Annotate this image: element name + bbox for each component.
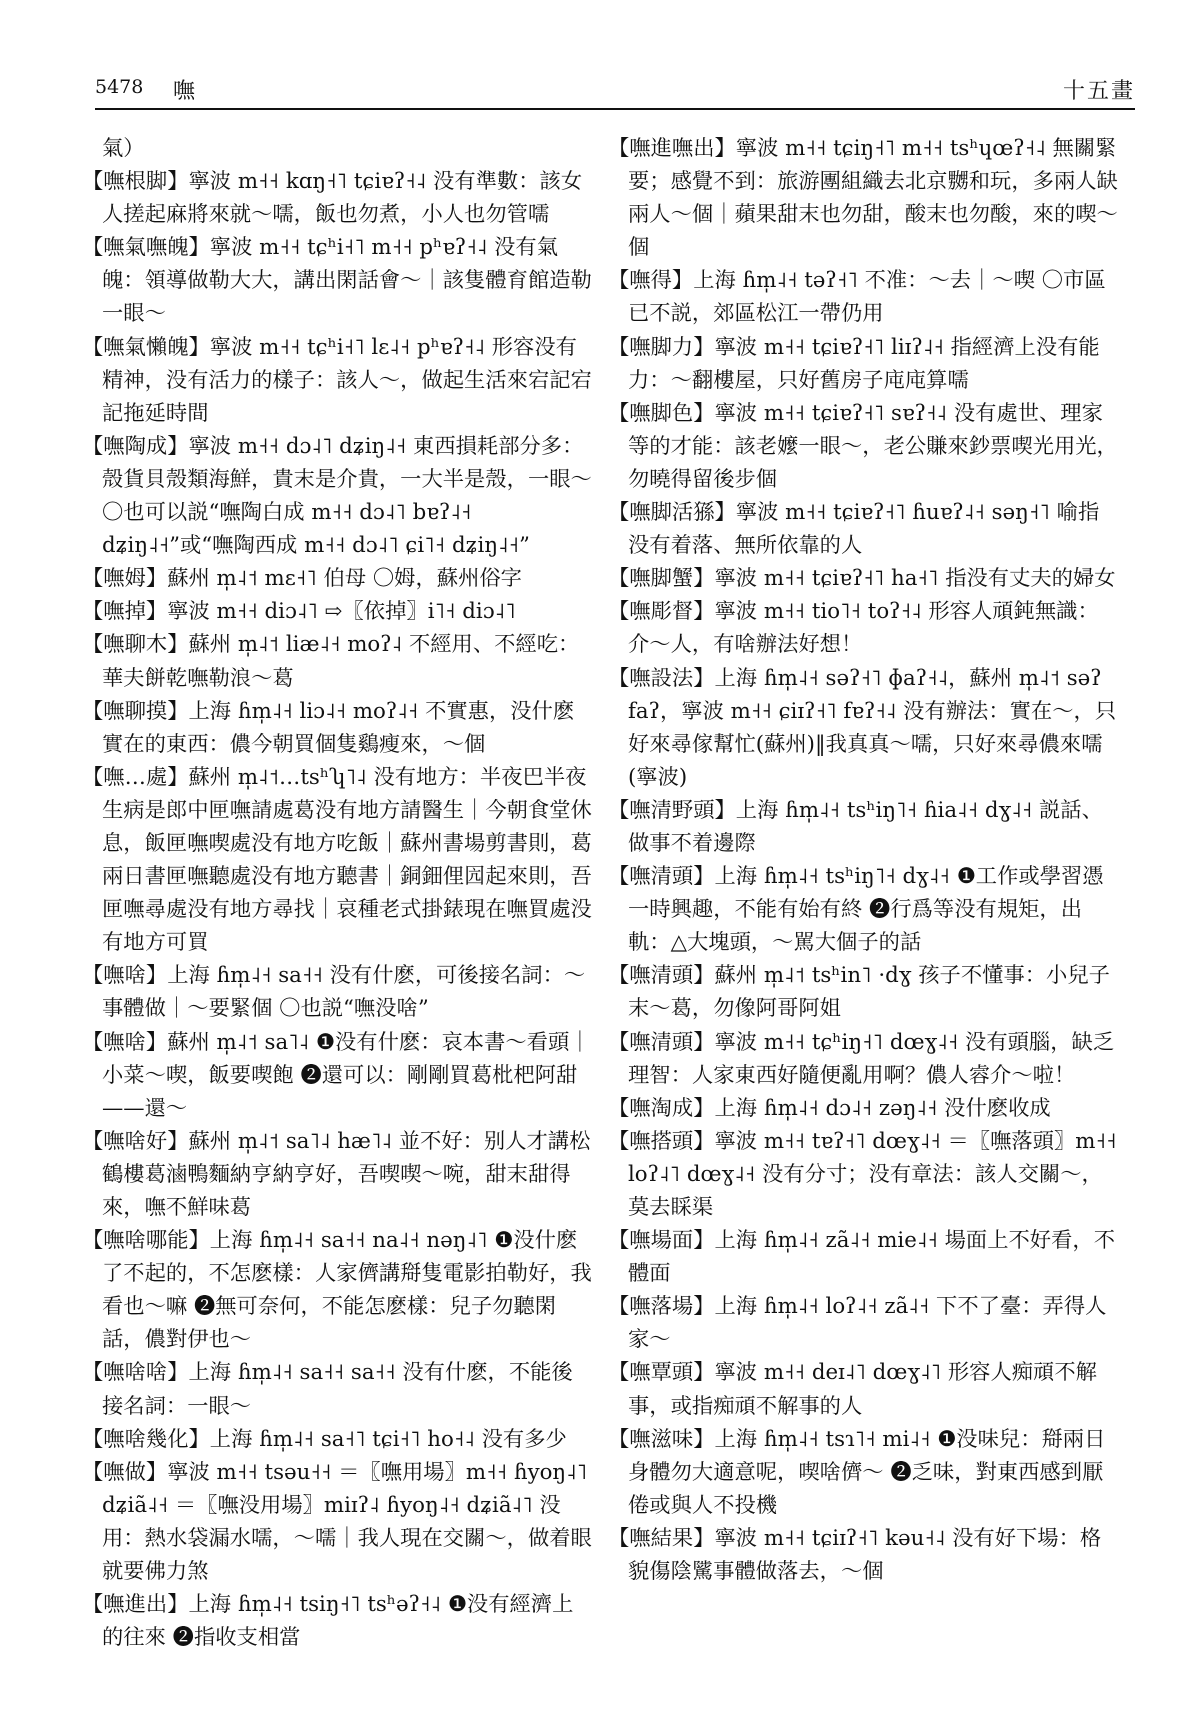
dictionary-entry: 【嘸啥哪能】上海 ɦm̩˨˧ sa˧˧ na˨˧ nəŋ˨˥ ❶没什麽了不起的，不怎麽樣：人家儕講搿隻電影拍勒好，我看也～嘛 ❷無可奈何，不能怎麽樣：兒子勿聽閑話，儂對伊也～: [82, 1228, 592, 1353]
dictionary-entry: 【嘸聊木】蘇州 m̩˨˦ liæ˨˧ moʔ˨ 不經用、不經吃：華夫餅乾嘸勒浪～葛: [82, 632, 580, 691]
dictionary-entry: 【嘸啥】蘇州 m̩˨˦ sa˥˨ ❶没有什麽：哀本書～看頭｜小菜～喫，飯要喫飽 ❷還可以：剛剛買葛枇杷阿甜——還～: [82, 1029, 591, 1121]
dictionary-entry: 【嘸氣懶魄】寧波 m˧˧ tɕʰi˧˥ lɛ˨˧ pʰɐʔ˧˨ 形容没有精神，没有活力的樣子：該人～，做起生活來宕記宕記拖延時間: [82, 334, 592, 426]
dictionary-entry: 【嘸脚活猻】寧波 m˧˧ tɕiɐʔ˧˥ ɦuɐʔ˨˧ səŋ˧˥ 喻指没有着落、無所依靠的人: [608, 500, 1100, 559]
dictionary-entry: 【嘸設法】上海 ɦm̩˨˧ səʔ˧˥ ɸaʔ˧˨，蘇州 m̩˨˦ səʔ faʔ，寧波 m˧˧ ɕiɪʔ˧˥ fɐʔ˧˨ 没有辦法：實在～，只好來尋傢幫忙(蘇州)‖我真真～嚅，只好來尋儂來嚅(寧波): [608, 665, 1117, 790]
dictionary-entry: 【嘸根脚】寧波 m˧˧ kɑŋ˧˥ tɕiɐʔ˧˨ 没有準數：該女人搓起麻將來就～嚅，飯也勿煮，小人也勿管嚅: [82, 169, 583, 228]
dictionary-entry: 【嘸搭頭】寧波 m˧˧ tɐʔ˧˥ dœɣ˨˧ ＝〖嘸落頭〗m˧˧ loʔ˨˥ dœɣ˨˧ 没有分寸；没有章法：該人交關～，莫去睬渠: [608, 1128, 1117, 1220]
dictionary-entry: 【嘸脚蟹】寧波 m˧˧ tɕiɐʔ˧˥ ha˧˥ 指没有丈夫的婦女: [608, 566, 1116, 592]
dictionary-entry: 【嘸啥啥】上海 ɦm̩˨˧ sa˧˧ sa˧˧ 没有什麽，不能後接名詞：一眼～: [82, 1360, 573, 1419]
dictionary-entry: 氣）: [102, 136, 145, 161]
dictionary-entry: 【嘸場面】上海 ɦm̩˨˧ zã˨˧ mie˨˧ 場面上不好看，不體面: [608, 1228, 1115, 1287]
dictionary-entry: 【嘸啥】上海 ɦm̩˨˧ sa˧˧ 没有什麽，可後接名詞：～事體做｜～要緊個 〇也説“嘸没啥”: [82, 963, 586, 1022]
dictionary-entry: 【嘸氣嘸魄】寧波 m˧˧ tɕʰi˧˥ m˧˧ pʰɐʔ˧˨ 没有氣魄：領導做勒大大，講出閑話會～｜該隻體育館造勒一眼～: [82, 235, 592, 327]
dictionary-entry: 【嘸掉】寧波 m˧˧ diɔ˨˥ ⇨〖依掉〗i˥˧ diɔ˨˥: [82, 599, 516, 625]
dictionary-entry: 【嘸姆】蘇州 m̩˨˦ mɛ˧˥ 伯母 〇姆，蘇州俗字: [82, 566, 522, 592]
dictionary-entry: 【嘸清頭】蘇州 m̩˨˦ tsʰin˥ ·dɣ 孩子不懂事：小兒子末～葛，勿像阿哥阿姐: [608, 963, 1110, 1022]
head-character: 嘸: [173, 79, 196, 104]
left-column: [82, 132, 592, 1654]
dictionary-entry: 【嘸進出】上海 ɦm̩˨˧ tsiŋ˧˥ tsʰəʔ˧˨ ❶没有經濟上的往來 ❷指收支相當: [82, 1592, 574, 1651]
dictionary-entry: 【嘸…處】蘇州 m̩˨˦…tsʰʮ˥˨ 没有地方：半夜巴半夜生病是郎中匣嘸請處葛没有地方請醫生｜今朝食堂休息，飯匣嘸喫處没有地方吃飯｜蘇州書場剪書則，葛兩日書匣嘸聽處没有地方聽書｜銅鈿俚囥起來則，吾匣嘸尋處没有地方尋找｜哀種老式掛錶現在嘸買處没有地方可買: [82, 764, 592, 956]
dictionary-entry: 【嘸進嘸出】寧波 m˧˧ tɕiŋ˧˥ m˧˧ tsʰɥœʔ˧˨ 無關緊要；感覺不到：旅游團組織去北京嬲和玩，多兩人缺兩人～個｜蘋果甜末也勿甜，酸末也勿酸，來的喫～個: [608, 136, 1118, 261]
page-number: 5478: [95, 76, 144, 98]
dictionary-entry: 【嘸啥好】蘇州 m̩˨˦ sa˥˨ hæ˥˨ 並不好：别人才講松鶴樓葛滷鴨麵納亨納亨好，吾喫喫～啘，甜末甜得來，嘸不鮮味葛: [82, 1128, 591, 1220]
dictionary-entry: 【嘸清頭】寧波 m˧˧ tɕʰiŋ˧˥ dœɣ˨˧ 没有頭腦，缺乏理智：人家東西好隨便亂用啊？儂人䜭介～啦！: [608, 1029, 1115, 1088]
dictionary-entry: 【嘸落場】上海 ɦm̩˨˧ loʔ˨˧ zã˨˧ 下不了臺：弄得人家～: [608, 1294, 1107, 1353]
dictionary-entry: 【嘸彫督】寧波 m˧˧ tio˥˧ toʔ˧˨ 形容人頑鈍無識：介～人，有啥辦法好想！: [608, 599, 1099, 658]
dictionary-entry: 【嘸陶成】寧波 m˧˧ dɔ˨˥ dʑiŋ˨˧ 東西損耗部分多：殼貨貝殼類海鮮，貴末是介貴，一大半是殼，一眼～ 〇也可以説“嘸陶白成 m˧˧ dɔ˨˥ bɐʔ˨˧ dʑiŋ˨˧”或“嘸陶西成 m˧˧ dɔ˨˥ ɕi˥˧ dʑiŋ˨˧”: [82, 433, 592, 559]
dictionary-entry: 【嘸淘成】上海 ɦm̩˨˧ dɔ˨˧ zəŋ˨˧ 没什麽收成: [608, 1095, 1051, 1121]
dictionary-entry: 【嘸滋味】上海 ɦm̩˨˧ tsɿ˥˧ mi˨˧ ❶没味兒：搿兩日身體勿大適意呢，喫啥儕～ ❷乏味，對東西感到厭倦或與人不投機: [608, 1426, 1106, 1518]
right-column: [608, 132, 1118, 1588]
dictionary-entry: 【嘸啥幾化】上海 ɦm̩˨˧ sa˧˥ tɕi˧˥ ho˧˨ 没有多少: [82, 1426, 567, 1452]
dictionary-entry: 【嘸結果】寧波 m˧˧ tɕiɪʔ˧˥ kəu˧˨ 没有好下場：格貌傷陰騭事體做落去，～個: [608, 1525, 1102, 1585]
page-header: [95, 72, 1135, 110]
stroke-section: 十五畫: [1062, 79, 1135, 104]
dictionary-entry: 【嘸脚力】寧波 m˧˧ tɕiɐʔ˧˥ liɪʔ˨˧ 指經濟上没有能力：～翻樓屋，只好舊房子庉庉算嚅: [608, 334, 1100, 393]
dictionary-entry: 【嘸做】寧波 m˧˧ tsəu˧˧ ＝〖嘸用場〗m˧˧ ɦyoŋ˨˥ dʑiã˨˧ ＝〖嘸没用場〗miɪʔ˨ ɦyoŋ˨˧ dʑiã˨˥ 没用：熱水袋漏水嚅，～嚅｜我人現在交關～，做着眼就要佛力煞: [82, 1459, 592, 1585]
dictionary-entry: 【嘸脚色】寧波 m˧˧ tɕiɐʔ˧˥ sɐʔ˧˨ 没有處世、理家等的才能：該老嬤一眼～，老公賺來鈔票喫光用光，勿曉得留後步個: [608, 400, 1118, 492]
dictionary-entry: 【嘸清頭】上海 ɦm̩˨˧ tsʰiŋ˥˧ dɣ˨˧ ❶工作或學習憑一時興趣，不能有始有終 ❷行爲等没有規矩，出軌：△大塊頭，～駡大個子的話: [608, 864, 1104, 956]
dictionary-entry: 【嘸清野頭】上海 ɦm̩˨˧ tsʰiŋ˥˧ ɦia˨˧ dɣ˨˧ 説話、做事不着邊際: [608, 797, 1103, 856]
dictionary-entry: 【嘸聊摸】上海 ɦm̩˨˧ liɔ˨˧ moʔ˨˧ 不實惠，没什麽實在的東西：儂今朝買個隻鷄瘦來，～個: [82, 698, 575, 757]
dictionary-entry: 【嘸覃頭】寧波 m˧˧ deɪ˨˥ dœɣ˨˥ 形容人痴頑不解事，或指痴頑不解事的人: [608, 1360, 1097, 1419]
dictionary-entry: 【嘸得】上海 ɦm̩˨˧ təʔ˧˥ 不准：～去｜～喫 〇市區已不説，郊區松江一帶仍用: [608, 268, 1106, 327]
